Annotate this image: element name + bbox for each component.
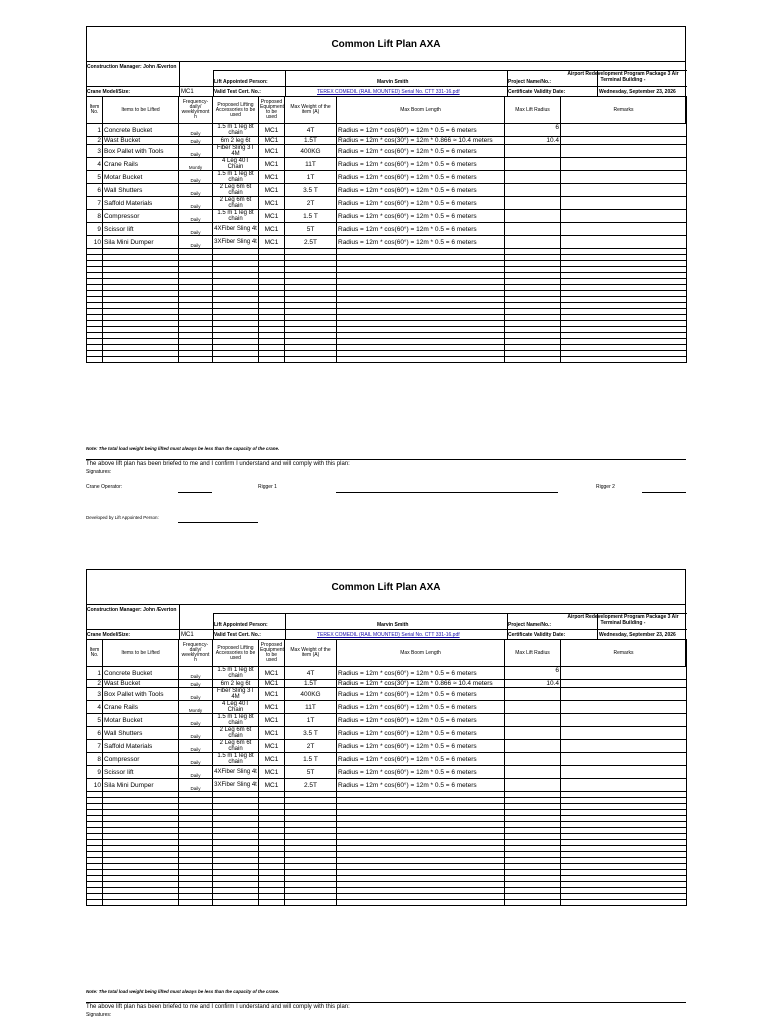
remarks-cell [561,779,687,792]
item-number: 4 [87,158,103,171]
valid-cert-link[interactable]: TEREX COMEDIL (RAIL MOUNTED) Serial No. CTT 331-16.pdf [317,89,460,95]
header-divider [179,605,180,639]
remarks-cell [561,184,687,197]
accessories-cell: 4XFiber Sling 4t [213,223,259,236]
empty-cell [213,357,259,363]
item-number: 10 [87,236,103,249]
boom-cell: Radius = 12m * cos(60°) = 12m * 0.5 = 6 meters [337,236,505,249]
equipment-cell: MC1 [259,714,285,727]
item-number: 8 [87,210,103,223]
frequency-cell: Daily [179,680,213,688]
table-row [87,701,687,714]
table-row [87,779,687,792]
boom-cell: Radius = 12m * cos(60°) = 12m * 0.5 = 6 meters [337,779,505,792]
cert-validity-value: Wednesday, September 23, 2026 [599,89,676,95]
remarks-cell [561,727,687,740]
weight-cell: 11T [285,701,337,714]
item-number: 2 [87,137,103,145]
header-divider [507,70,508,96]
header-divider [597,70,598,96]
frequency-cell: Daily [179,145,213,158]
table-row [87,184,687,197]
table-row [87,197,687,210]
col-item-no: Item No. [87,640,103,667]
radius-cell [505,701,561,714]
valid-cert-label: Valid Test Cert. No.: [214,89,261,95]
weight-cell: 1T [285,714,337,727]
lift-table [86,96,687,363]
item-name: Box Pallet with Tools [103,145,179,158]
table-row [87,667,687,680]
accessories-cell: 4XFiber Sling 4t [213,766,259,779]
remarks-cell [561,766,687,779]
remarks-cell [561,714,687,727]
lift-plan-sheet-2 [86,569,686,1024]
table-row [87,357,687,363]
cert-validity-label: Certificate Validity Date: [508,632,566,638]
item-number: 3 [87,688,103,701]
item-number: 10 [87,779,103,792]
signatures-label: Signatures: [86,469,112,475]
accessories-cell: 1.5 m 1 leg 8t chain [213,714,259,727]
table-row [87,158,687,171]
table-row [87,145,687,158]
briefing-text [86,1002,686,1019]
frequency-cell: Daily [179,740,213,753]
frequency-cell: Montly [179,158,213,171]
empty-cell [87,357,103,363]
radius-cell [505,688,561,701]
accessories-cell: 6m 2 leg 6t [213,137,259,145]
project-label: Project Name/No.: [508,79,552,85]
project-value: Airport Redevelopment Program Package 3 Air Terminal Building - [567,614,679,626]
weight-cell: 11T [285,158,337,171]
header-divider [179,62,180,96]
remarks-cell [561,680,687,688]
col-radius: Max Lift Radius [505,640,561,667]
equipment-cell: MC1 [259,688,285,701]
header-divider [213,613,214,639]
empty-cell [285,900,337,906]
table-row [87,900,687,906]
item-number: 8 [87,753,103,766]
item-name: Motar Bucket [103,171,179,184]
briefing-statement: The above lift plan has been briefed to me and I confirm I understand and will comply with this plan: [86,1004,350,1010]
accessories-cell: 1.5 m 1 leg 8t chain [213,753,259,766]
equipment-cell: MC1 [259,171,285,184]
equipment-cell: MC1 [259,145,285,158]
item-number: 1 [87,667,103,680]
empty-cell [103,900,179,906]
radius-cell [505,197,561,210]
valid-cert-label: Valid Test Cert. No.: [214,632,261,638]
item-number: 5 [87,714,103,727]
table-body [87,124,687,363]
radius-cell [505,210,561,223]
col-equipment: Proposed Equipment to be used [259,640,285,667]
radius-cell [505,766,561,779]
lift-plan-sheet-1 [86,26,686,526]
accessories-cell: 4 Leg 40T Chain [213,158,259,171]
cert-validity-label: Certificate Validity Date: [508,89,566,95]
radius-cell [505,223,561,236]
lift-appointed-value: Marvin Smith [377,79,409,85]
frequency-cell: Daily [179,727,213,740]
signatures-label: Signatures: [86,1012,112,1018]
accessories-cell: 3XFiber Sling 4t [213,779,259,792]
remarks-cell [561,197,687,210]
item-name: Crane Rails [103,701,179,714]
remarks-cell [561,667,687,680]
weight-cell: 2T [285,197,337,210]
col-frequency: Frequency-daily/ weekly/mont h [179,97,213,124]
weight-cell: 2.5T [285,779,337,792]
crane-model-value: MC1 [181,632,194,638]
weight-cell: 400KG [285,145,337,158]
radius-cell [505,740,561,753]
table-row [87,236,687,249]
remarks-cell [561,688,687,701]
boom-cell: Radius = 12m * cos(60°) = 12m * 0.5 = 6 meters [337,171,505,184]
table-row [87,727,687,740]
accessories-cell: 1.5 m 1 leg 8t chain [213,171,259,184]
boom-cell: Radius = 12m * cos(30°) = 12m * 0.866 ≈ 10.4 meters [337,137,505,145]
lift-appointed-label: Lift Appointed Person: [214,622,268,628]
empty-cell [561,900,687,906]
equipment-cell: MC1 [259,766,285,779]
lift-appointed-label: Lift Appointed Person: [214,79,268,85]
equipment-cell: MC1 [259,740,285,753]
radius-cell [505,145,561,158]
lift-appointed-value: Marvin Smith [377,622,409,628]
weight-cell: 3.5 T [285,727,337,740]
equipment-cell: MC1 [259,197,285,210]
col-remarks: Remarks [561,640,687,667]
item-number: 2 [87,680,103,688]
empty-cell [213,900,259,906]
table-body [87,667,687,906]
radius-cell [505,753,561,766]
accessories-cell: Fiber Sling 3T 4M [213,688,259,701]
crane-model-value: MC1 [181,89,194,95]
table-row [87,137,687,145]
item-name: Compressor [103,210,179,223]
cert-validity-value: Wednesday, September 23, 2026 [599,632,676,638]
empty-cell [103,357,179,363]
header-divider [213,70,687,71]
crane-model-label: Crane Model/Size: [87,632,131,638]
project-value: Airport Redevelopment Program Package 3 Air Terminal Building - [567,71,679,83]
remarks-cell [561,701,687,714]
item-number: 6 [87,727,103,740]
weight-cell: 2T [285,740,337,753]
remarks-cell [561,753,687,766]
boom-cell: Radius = 12m * cos(60°) = 12m * 0.5 = 6 meters [337,210,505,223]
table-row [87,680,687,688]
remarks-cell [561,171,687,184]
table-row [87,714,687,727]
col-items: Items to be Lifted [103,97,179,124]
rigger2-label: Rigger 2 [596,484,615,490]
frequency-cell: Daily [179,688,213,701]
boom-cell: Radius = 12m * cos(60°) = 12m * 0.5 = 6 meters [337,184,505,197]
frequency-cell: Montly [179,701,213,714]
note-text: Note: The total load weight being lifted must always be less than the capacity of the crane. [86,446,280,451]
header-divider [597,613,598,639]
col-boom: Max Boom Length [337,640,505,667]
equipment-cell: MC1 [259,680,285,688]
col-max-weight: Max Weight of the item (A) [285,97,337,124]
frequency-cell: Daily [179,184,213,197]
radius-cell [505,727,561,740]
radius-cell [505,184,561,197]
remarks-cell [561,236,687,249]
table-row [87,210,687,223]
weight-cell: 4T [285,667,337,680]
item-name: Crane Rails [103,158,179,171]
empty-cell [505,900,561,906]
boom-cell: Radius = 12m * cos(60°) = 12m * 0.5 = 6 meters [337,223,505,236]
developed-by-label: Developed by Lift Appointed Person: [86,515,159,520]
empty-cell [179,900,213,906]
item-number: 7 [87,197,103,210]
accessories-cell: 1.5 m 1 leg 8t chain [213,124,259,137]
frequency-cell: Daily [179,667,213,680]
equipment-cell: MC1 [259,223,285,236]
crane-operator-label: Crane Operator: [86,484,123,490]
equipment-cell: MC1 [259,210,285,223]
radius-cell: 6 [505,667,561,680]
boom-cell: Radius = 12m * cos(60°) = 12m * 0.5 = 6 meters [337,701,505,714]
boom-cell: Radius = 12m * cos(60°) = 12m * 0.5 = 6 meters [337,688,505,701]
remarks-cell [561,145,687,158]
weight-cell: 1.5 T [285,210,337,223]
item-number: 5 [87,171,103,184]
table-row [87,753,687,766]
frequency-cell: Daily [179,766,213,779]
empty-cell [337,900,505,906]
frequency-cell: Daily [179,753,213,766]
equipment-cell: MC1 [259,701,285,714]
table-row [87,688,687,701]
item-name: Compressor [103,753,179,766]
weight-cell: 4T [285,124,337,137]
accessories-cell: 2 Leg 6m 6t chain [213,184,259,197]
frequency-cell: Daily [179,137,213,145]
accessories-cell: 2 Leg 6m 6t chain [213,740,259,753]
item-number: 9 [87,766,103,779]
radius-cell: 10.4 [505,680,561,688]
equipment-cell: MC1 [259,124,285,137]
col-boom: Max Boom Length [337,97,505,124]
empty-cell [259,900,285,906]
radius-cell: 10.4 [505,137,561,145]
header-divider [507,613,508,639]
weight-cell: 5T [285,223,337,236]
rigger1-label: Rigger 1 [258,484,277,490]
item-name: Saffold Materials [103,740,179,753]
sheet-title: Common Lift Plan AXA [86,569,686,605]
table-row [87,171,687,184]
radius-cell [505,158,561,171]
empty-cell [259,357,285,363]
radius-cell [505,779,561,792]
accessories-cell: 6m 2 leg 6t [213,680,259,688]
construction-manager-label: Construction Manager: John /Everton [87,607,177,613]
boom-cell: Radius = 12m * cos(60°) = 12m * 0.5 = 6 meters [337,124,505,137]
col-remarks: Remarks [561,97,687,124]
boom-cell: Radius = 12m * cos(60°) = 12m * 0.5 = 6 meters [337,714,505,727]
lift-table [86,639,687,906]
equipment-cell: MC1 [259,779,285,792]
frequency-cell: Daily [179,171,213,184]
item-name: Concrete Bucket [103,667,179,680]
equipment-cell: MC1 [259,184,285,197]
item-name: Sila Mini Dumper [103,236,179,249]
item-name: Wast Bucket [103,680,179,688]
weight-cell: 1T [285,171,337,184]
boom-cell: Radius = 12m * cos(60°) = 12m * 0.5 = 6 meters [337,740,505,753]
weight-cell: 400KG [285,688,337,701]
table-row [87,124,687,137]
accessories-cell: 3XFiber Sling 4t [213,236,259,249]
item-name: Sila Mini Dumper [103,779,179,792]
item-number: 9 [87,223,103,236]
note-text: Note: The total load weight being lifted must always be less than the capacity of the crane. [86,989,280,994]
item-number: 7 [87,740,103,753]
col-items: Items to be Lifted [103,640,179,667]
frequency-cell: Daily [179,210,213,223]
briefing-text [86,459,686,476]
boom-cell: Radius = 12m * cos(30°) = 12m * 0.866 ≈ 10.4 meters [337,680,505,688]
remarks-cell [561,223,687,236]
boom-cell: Radius = 12m * cos(60°) = 12m * 0.5 = 6 meters [337,766,505,779]
rigger1-signature-line[interactable] [336,492,558,493]
item-name: Wast Bucket [103,137,179,145]
item-number: 6 [87,184,103,197]
equipment-cell: MC1 [259,236,285,249]
remarks-cell [561,124,687,137]
rigger2-signature-line[interactable] [642,492,686,493]
frequency-cell: Daily [179,779,213,792]
item-name: Concrete Bucket [103,124,179,137]
radius-cell: 6 [505,124,561,137]
briefing-statement: The above lift plan has been briefed to me and I confirm I understand and will comply with this plan: [86,461,350,467]
item-number: 4 [87,701,103,714]
table-row [87,740,687,753]
equipment-cell: MC1 [259,753,285,766]
remarks-cell [561,158,687,171]
item-name: Scissor lift [103,223,179,236]
accessories-cell: 1.5 m 1 leg 8t chain [213,210,259,223]
header-divider [285,613,286,639]
crane-operator-signature-line[interactable] [178,492,212,493]
item-number: 3 [87,145,103,158]
accessories-cell: 2 Leg 6m 6t chain [213,197,259,210]
col-item-no: Item No. [87,97,103,124]
radius-cell [505,171,561,184]
header-divider [285,70,286,96]
table-row [87,766,687,779]
equipment-cell: MC1 [259,727,285,740]
boom-cell: Radius = 12m * cos(60°) = 12m * 0.5 = 6 meters [337,158,505,171]
empty-cell [179,357,213,363]
radius-cell [505,714,561,727]
col-accessories: Proposed Lifting Accessories to be used [213,640,259,667]
accessories-cell: Fiber Sling 3T 4M [213,145,259,158]
item-name: Box Pallet with Tools [103,688,179,701]
equipment-cell: MC1 [259,158,285,171]
crane-model-label: Crane Model/Size: [87,89,131,95]
frequency-cell: Daily [179,124,213,137]
empty-cell [561,357,687,363]
sheet-title: Common Lift Plan AXA [86,26,686,62]
accessories-cell: 2 Leg 6m 6t chain [213,727,259,740]
empty-cell [87,900,103,906]
header-divider [213,70,214,96]
developed-by-signature-line[interactable] [178,522,258,523]
remarks-cell [561,740,687,753]
accessories-cell: 1.5 m 1 leg 8t chain [213,667,259,680]
weight-cell: 5T [285,766,337,779]
col-equipment: Proposed Equipment to be used [259,97,285,124]
remarks-cell [561,137,687,145]
project-label: Project Name/No.: [508,622,552,628]
item-number: 1 [87,124,103,137]
construction-manager-label: Construction Manager: John /Everton [87,64,177,70]
accessories-cell: 4 Leg 40T Chain [213,701,259,714]
remarks-cell [561,210,687,223]
boom-cell: Radius = 12m * cos(60°) = 12m * 0.5 = 6 meters [337,727,505,740]
item-name: Wall Shutters [103,727,179,740]
weight-cell: 3.5 T [285,184,337,197]
empty-cell [337,357,505,363]
weight-cell: 1.5T [285,137,337,145]
col-radius: Max Lift Radius [505,97,561,124]
col-accessories: Proposed Lifting Accessories to be used [213,97,259,124]
item-name: Scissor lift [103,766,179,779]
item-name: Saffold Materials [103,197,179,210]
table-row [87,223,687,236]
frequency-cell: Daily [179,197,213,210]
weight-cell: 1.5T [285,680,337,688]
equipment-cell: MC1 [259,137,285,145]
item-name: Motar Bucket [103,714,179,727]
boom-cell: Radius = 12m * cos(60°) = 12m * 0.5 = 6 meters [337,667,505,680]
valid-cert-link[interactable]: TEREX COMEDIL (RAIL MOUNTED) Serial No. CTT 331-16.pdf [317,632,460,638]
empty-cell [285,357,337,363]
frequency-cell: Daily [179,714,213,727]
boom-cell: Radius = 12m * cos(60°) = 12m * 0.5 = 6 meters [337,197,505,210]
col-max-weight: Max Weight of the item (A) [285,640,337,667]
frequency-cell: Daily [179,223,213,236]
radius-cell [505,236,561,249]
empty-cell [505,357,561,363]
boom-cell: Radius = 12m * cos(60°) = 12m * 0.5 = 6 meters [337,753,505,766]
item-name: Wall Shutters [103,184,179,197]
equipment-cell: MC1 [259,667,285,680]
boom-cell: Radius = 12m * cos(60°) = 12m * 0.5 = 6 meters [337,145,505,158]
col-frequency: Frequency-daily/ weekly/mont h [179,640,213,667]
frequency-cell: Daily [179,236,213,249]
header-divider [213,613,687,614]
weight-cell: 1.5 T [285,753,337,766]
weight-cell: 2.5T [285,236,337,249]
